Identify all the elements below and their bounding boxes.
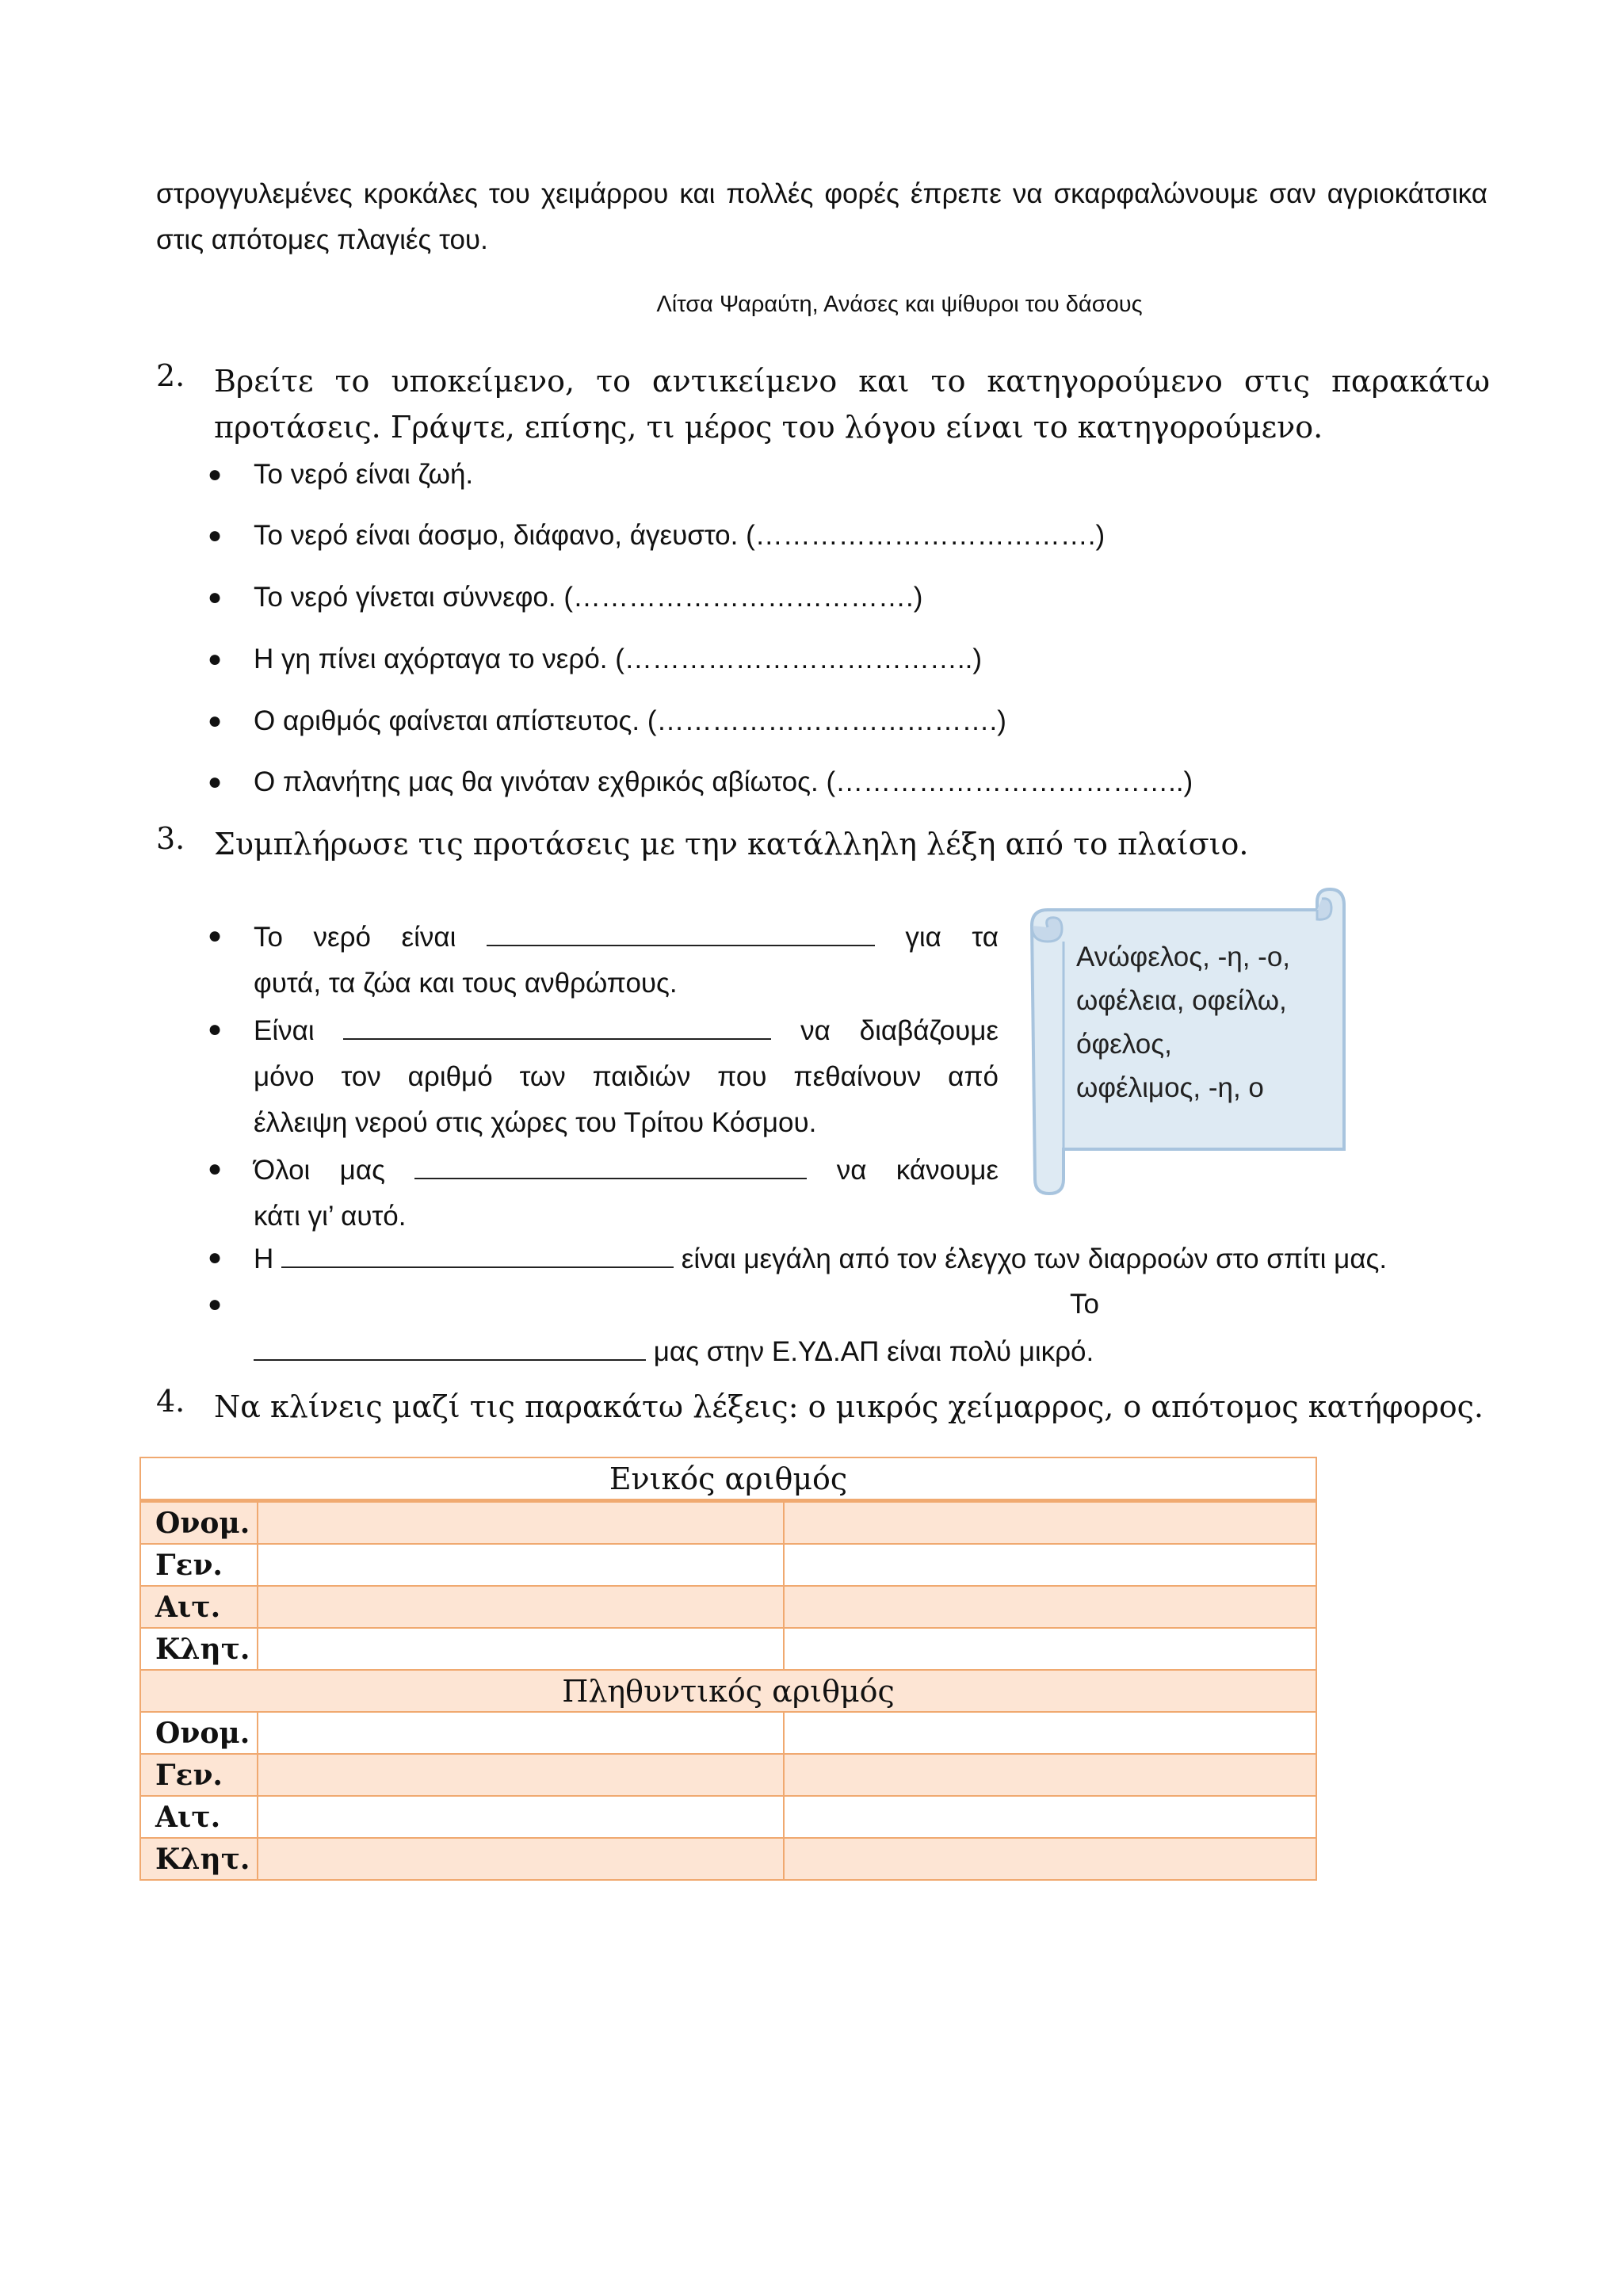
bullet-icon: ● <box>208 1016 223 1042</box>
plural-header: Πληθυντικός αριθμός <box>140 1670 1316 1712</box>
case-label: Ονομ. <box>140 1501 258 1545</box>
answer-cell[interactable] <box>258 1838 784 1880</box>
q4-number: 4. <box>156 1384 185 1419</box>
word-box: Ανώφελος, -η, -ο, ωφέλεια, οφείλω, όφελος, ωφέλιμος, -η, ο <box>1076 942 1291 1103</box>
bullet-icon: ● <box>208 522 223 548</box>
q3-text: Συμπλήρωσε τις προτάσεις με την κατάλληλη λέξη από το πλαίσιο. <box>214 827 1249 861</box>
bullet-icon: ● <box>208 461 223 487</box>
case-label: Κλητ. <box>140 1838 258 1880</box>
q4-text: Να κλίνεις μαζί τις παρακάτω λέξεις: ο μικρός χείμαρρος, ο απότομος κατήφορος. <box>214 1389 1484 1424</box>
bullet-icon: ● <box>208 584 223 610</box>
answer-cell[interactable] <box>784 1586 1316 1628</box>
answer-cell[interactable] <box>258 1796 784 1838</box>
q2-number: 2. <box>156 358 185 393</box>
passage-text: στρογγυλεμένες κροκάλες του χειμάρρου και πολλές φορές έπρεπε να σκαρφαλώνουμε σαν αγριοκάτσικα στις απότομες πλαγιές του. <box>156 178 1487 255</box>
bullet-icon: ● <box>208 708 223 734</box>
fill-blank[interactable] <box>414 1146 807 1179</box>
q3-sentence-2: ● Είναι να διαβάζουμε <box>208 1007 999 1054</box>
q3-sentence-3: ● Όλοι μας να κάνουμε <box>208 1146 999 1194</box>
case-label: Αιτ. <box>140 1796 258 1838</box>
answer-cell[interactable] <box>784 1544 1316 1586</box>
answer-cell[interactable] <box>258 1501 784 1545</box>
answer-cell[interactable] <box>784 1628 1316 1670</box>
case-label: Ονομ. <box>140 1712 258 1754</box>
answer-cell[interactable] <box>784 1712 1316 1754</box>
q3-sentence-1: ● Το νερό είναι για τα <box>208 913 999 961</box>
case-label: Κλητ. <box>140 1628 258 1670</box>
answer-cell[interactable] <box>784 1754 1316 1796</box>
case-label: Αιτ. <box>140 1586 258 1628</box>
answer-cell[interactable] <box>258 1628 784 1670</box>
case-label: Γεν. <box>140 1544 258 1586</box>
bullet-icon: ● <box>208 923 223 949</box>
q3-sentences: ● Το νερό είναι για τα φυτά, τα ζώα και τους ανθρώπους. ● Είναι να διαβάζουμε μόνο τον αριθμό των παιδιών που πεθαίνουν από έλλειψη νερού στις χώρες του Τρίτου Κόσμου. ● Όλοι μας να κάνουμε κάτι γι’ αυτό. <box>208 913 999 1240</box>
case-label: Γεν. <box>140 1754 258 1796</box>
answer-cell[interactable] <box>784 1501 1316 1545</box>
answer-cell[interactable] <box>258 1754 784 1796</box>
fill-blank[interactable] <box>254 1328 646 1361</box>
singular-header: Ενικός αριθμός <box>140 1457 1316 1501</box>
answer-cell[interactable] <box>258 1586 784 1628</box>
bullet-icon: ● <box>208 1244 223 1270</box>
q2-text: Βρείτε το υποκείμενο, το αντικείμενο και το κατηγορούμενο στις παρακάτω προτάσεις. Γράψτε, επίσης, τι μέρος του λόγου είναι το κατηγορούμενο. <box>214 364 1490 445</box>
declension-table <box>139 1457 1317 1881</box>
answer-cell[interactable] <box>258 1712 784 1754</box>
bullet-icon: ● <box>208 646 223 672</box>
bullet-icon: ● <box>208 1291 223 1317</box>
passage-source: Λίτσα Ψαραύτη, Ανάσες και ψίθυροι του δάσους <box>656 292 1143 317</box>
answer-cell[interactable] <box>784 1796 1316 1838</box>
bullet-icon: ● <box>208 769 223 795</box>
bullet-icon: ● <box>208 1156 223 1182</box>
fill-blank[interactable] <box>487 913 875 946</box>
q3-number: 3. <box>156 821 185 856</box>
answer-cell[interactable] <box>258 1544 784 1586</box>
fill-blank[interactable] <box>343 1007 771 1040</box>
fill-blank[interactable] <box>281 1235 674 1268</box>
answer-cell[interactable] <box>784 1838 1316 1880</box>
